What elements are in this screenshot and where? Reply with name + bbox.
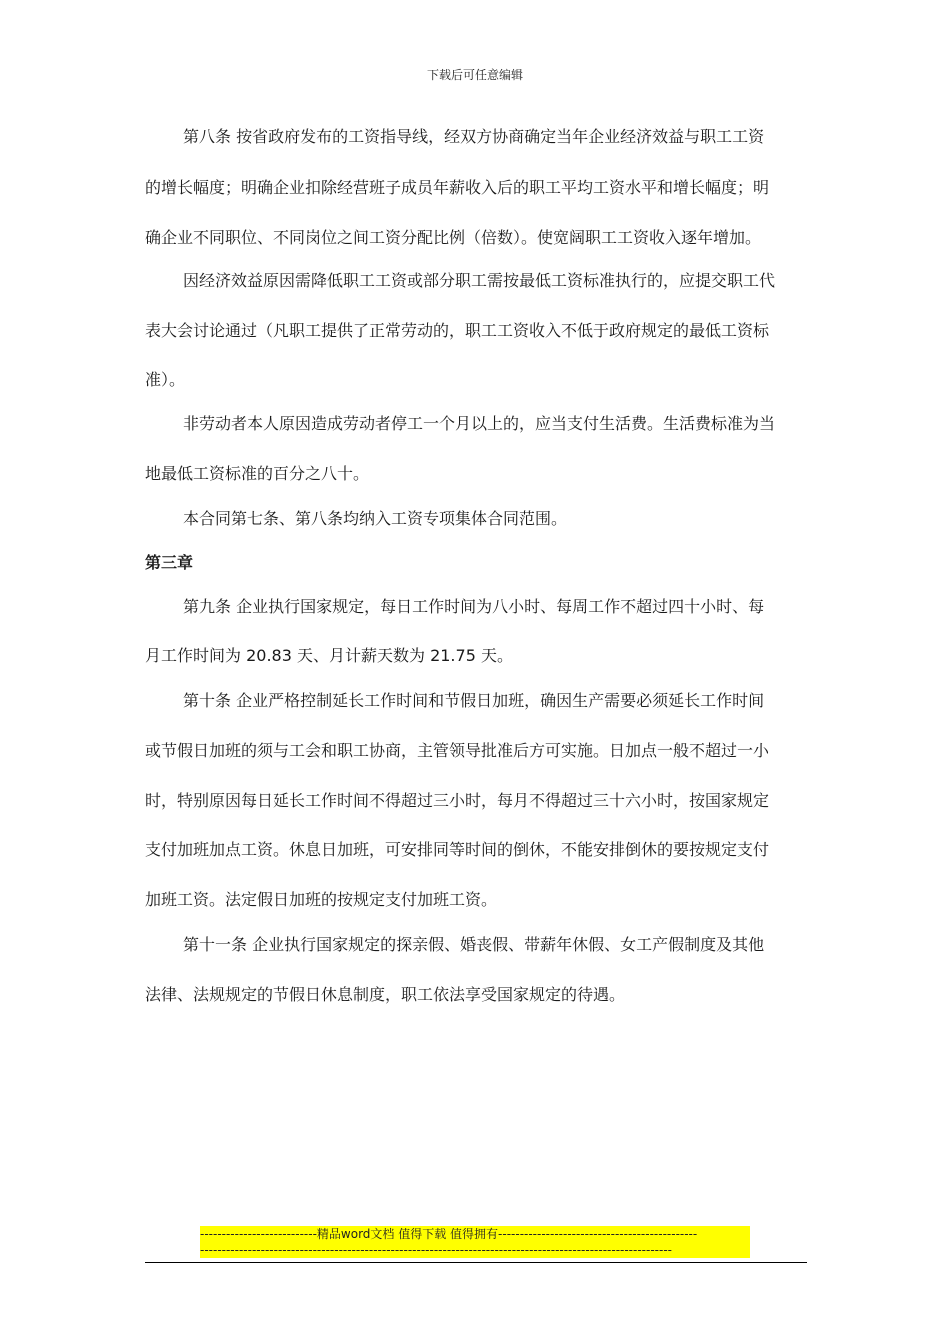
footer-divider (145, 1262, 807, 1263)
paragraph-line: 准）。 (145, 370, 186, 389)
paragraph-line: 地最低工资标准的百分之八十。 (145, 464, 370, 483)
paragraph-line: 表大会讨论通过（凡职工提供了正常劳动的，职工工资收入不低于政府规定的最低工资标 (145, 321, 770, 340)
paragraph-line: 的增长幅度；明确企业扣除经营班子成员年薪收入后的职工平均工资水平和增长幅度；明 (145, 178, 770, 197)
chapter-heading: 第三章 (145, 553, 194, 572)
paragraph-line: 第九条 企业执行国家规定，每日工作时间为八小时、每周工作不超过四十小时、每 (183, 597, 765, 616)
paragraph-line: 本合同第七条、第八条均纳入工资专项集体合同范围。 (183, 509, 568, 528)
footer-line: ---------------------------精品word文档 值得下载 值得拥有---------------------------------------------- (200, 1227, 698, 1241)
paragraph-line: 月工作时间为 20.83 天、月计薪天数为 21.75 天。 (145, 646, 513, 665)
paragraph-line: 确企业不同职位、不同岗位之间工资分配比例（倍数）。使宽阔职工工资收入逐年增加。 (145, 228, 762, 247)
paragraph-line: 第八条 按省政府发布的工资指导线，经双方协商确定当年企业经济效益与职工工资 (183, 127, 765, 146)
paragraph-line: 第十一条 企业执行国家规定的探亲假、婚丧假、带薪年休假、女工产假制度及其他 (183, 935, 765, 954)
paragraph-line: 支付加班加点工资。休息日加班，可安排同等时间的倒休，不能安排倒休的要按规定支付 (145, 840, 770, 859)
paragraph-line: 非劳动者本人原因造成劳动者停工一个月以上的，应当支付生活费。生活费标准为当 (183, 414, 776, 433)
paragraph-line: 因经济效益原因需降低职工工资或部分职工需按最低工资标准执行的，应提交职工代 (183, 271, 776, 290)
paragraph-line: 或节假日加班的须与工会和职工协商，主管领导批准后方可实施。日加点一般不超过一小 (145, 741, 770, 760)
paragraph-line: 时，特别原因每日延长工作时间不得超过三小时，每月不得超过三十六小时，按国家规定 (145, 791, 770, 810)
footer-line: ------------------------------------------------------------------------------------------------------------- (200, 1243, 672, 1257)
paragraph-line: 加班工资。法定假日加班的按规定支付加班工资。 (145, 890, 498, 909)
footer-banner (200, 1226, 750, 1258)
page-header: 下载后可任意编辑 (426, 68, 523, 82)
paragraph-line: 法律、法规规定的节假日休息制度，职工依法享受国家规定的待遇。 (145, 985, 626, 1004)
paragraph-line: 第十条 企业严格控制延长工作时间和节假日加班，确因生产需要必须延长工作时间 (183, 691, 765, 710)
